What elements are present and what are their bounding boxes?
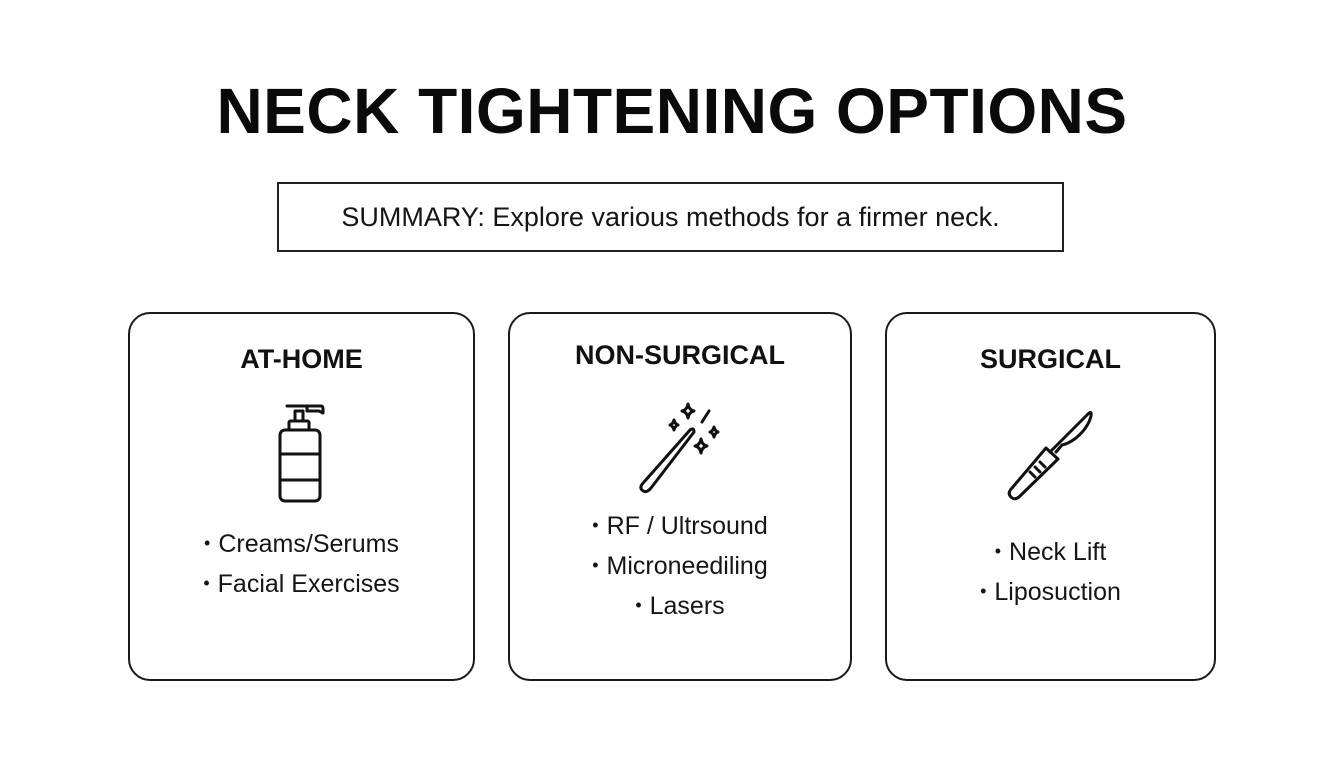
bullet-list xyxy=(130,525,473,605)
card-non-surgical xyxy=(508,312,852,681)
list-item: • RF / Ultrsound xyxy=(510,507,850,547)
list-item: • Creams/Serums xyxy=(130,525,473,565)
summary-text: SUMMARY: Explore various methods for a firmer neck. xyxy=(341,201,1000,232)
card-title: NON-SURGICAL xyxy=(575,340,785,370)
pump-bottle-icon xyxy=(277,402,327,504)
card-surgical xyxy=(885,312,1216,681)
card-title: SURGICAL xyxy=(980,344,1121,374)
bullet-list xyxy=(887,533,1214,613)
magic-wand-icon xyxy=(635,396,725,496)
bullet-list xyxy=(510,507,850,627)
page-title: NECK TIGHTENING OPTIONS xyxy=(216,75,1128,147)
list-item: • Microneediling xyxy=(510,547,850,587)
list-item: • Lasers xyxy=(510,587,850,627)
list-item: • Facial Exercises xyxy=(130,565,473,605)
summary-box xyxy=(277,182,1064,252)
list-item: • Neck Lift xyxy=(887,533,1214,573)
card-at-home xyxy=(128,312,475,681)
scalpel-icon xyxy=(1004,404,1098,504)
list-item: • Liposuction xyxy=(887,573,1214,613)
card-title: AT-HOME xyxy=(240,344,363,374)
